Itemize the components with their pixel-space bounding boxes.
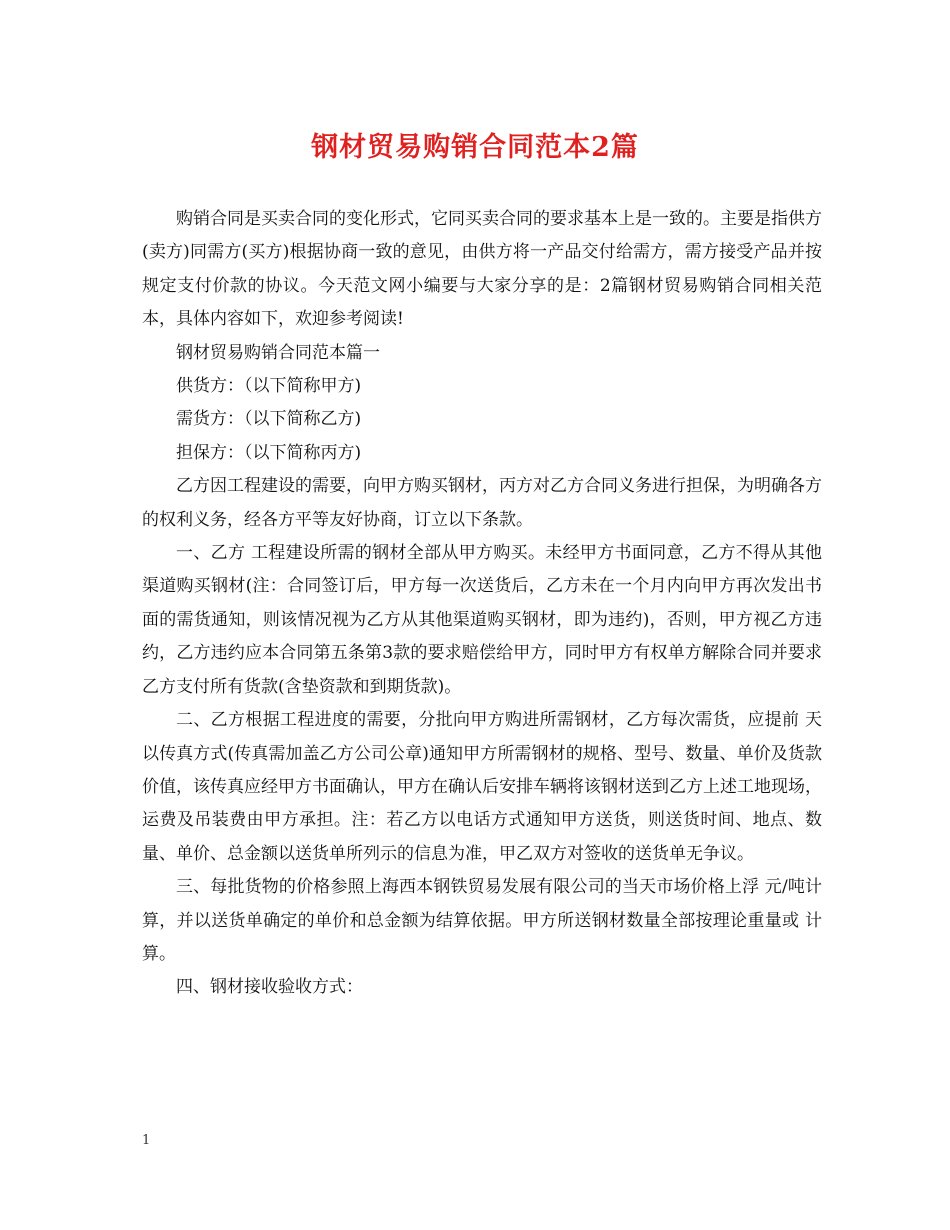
party-buyer-line: 需货方：（以下简称乙方) bbox=[176, 409, 362, 430]
clause-two-paragraph: 二、乙方根据工程进度的需要，分批向甲方购进所需钢材，乙方每次需货，应提前 天以传真方式(传真需加盖乙方公司公章)通知甲方所需钢材的规格、型号、数量、单价及货款价值，该传真应经甲方书面确认，甲方在确认后安排车辆将该钢材送到乙方上述工地现场，运费及吊装费由甲方承担。注：若乙方以电话方式通知甲方送货，则送货时间、地点、数量、单价、总金额以送货单所列示的信息为准，甲乙双方对签收的送货单无争议。 bbox=[142, 710, 822, 864]
document-body bbox=[142, 203, 822, 1005]
party-guarantor-line: 担保方：（以下简称丙方) bbox=[176, 442, 362, 463]
page-number: 1 bbox=[142, 1133, 151, 1148]
document-title: 钢材贸易购销合同范本2篇 bbox=[311, 132, 639, 163]
section-heading: 钢材贸易购销合同范本篇一 bbox=[176, 342, 380, 363]
preamble-paragraph: 乙方因工程建设的需要，向甲方购买钢材，丙方对乙方合同义务进行担保，为明确各方的权利义务，经各方平等友好协商，订立以下条款。 bbox=[142, 476, 822, 530]
clause-three-paragraph: 三、每批货物的价格参照上海西本钢铁贸易发展有限公司的当天市场价格上浮 元/吨计算，并以送货单确定的单价和总金额为结算依据。甲方所送钢材数量全部按理论重量或 计算。 bbox=[142, 877, 822, 964]
intro-paragraph: 购销合同是买卖合同的变化形式，它同买卖合同的要求基本上是一致的。主要是指供方(卖方)同需方(买方)根据协商一致的意见，由供方将一产品交付给需方，需方接受产品并按规定支付价款的协议。今天范文网小编要与大家分享的是：2篇钢材贸易购销合同相关范本，具体内容如下，欢迎参考阅读! bbox=[142, 209, 822, 330]
clause-one-paragraph: 一、乙方 工程建设所需的钢材全部从甲方购买。未经甲方书面同意，乙方不得从其他渠道购买钢材(注：合同签订后，甲方每一次送货后，乙方未在一个月内向甲方再次发出书面的需货通知，则该情况视为乙方从其他渠道购买钢材，即为违约)，否则，甲方视乙方违约，乙方违约应本合同第五条第3款的要求赔偿给甲方，同时甲方有权单方解除合同并要求乙方支付所有货款(含垫资款和到期货款)。 bbox=[142, 543, 822, 697]
clause-four-heading: 四、钢材接收验收方式： bbox=[176, 977, 363, 998]
party-supplier-line: 供货方：（以下简称甲方) bbox=[176, 376, 362, 397]
